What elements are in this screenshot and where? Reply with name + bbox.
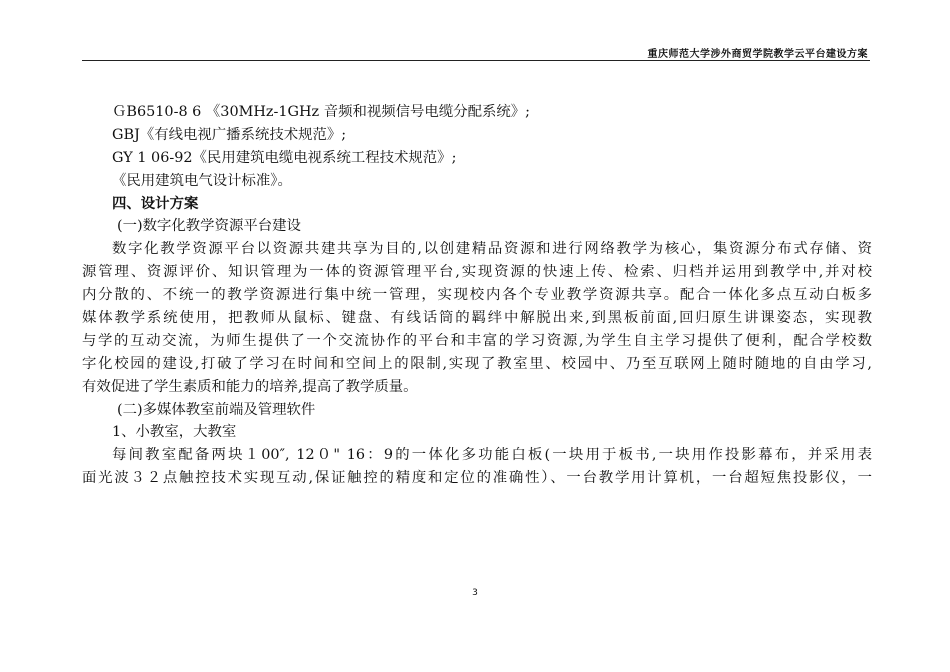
header-title: 重庆师范大学涉外商贸学院教学云平台建设方案	[647, 49, 868, 60]
paragraph-line: 有效促进了学生素质和能力的培养,提高了教学质量。	[82, 378, 418, 395]
item-heading: 1、小教室，大教室	[112, 424, 237, 441]
paragraph-line: 面光波３２点触控技术实现互动,保证触控的精度和定位的准确性）、一台教学用计算机，一台超短焦投影仪，一	[82, 470, 872, 487]
section-title: 四、设计方案	[112, 195, 199, 212]
standard-item: GBJ《有线电视广播系统技术规范》;	[112, 126, 347, 143]
paragraph-line: 字化校园的建设,打破了学习在时间和空间上的限制,实现了教室里、校园中、乃至互联网上随时随地的自由学习,	[82, 355, 872, 372]
document-body	[82, 101, 872, 490]
paragraph-line: 与学的互动交流，为师生提供了一个交流协作的平台和丰富的学习资源,为学生自主学习提供了便利，配合学校数	[82, 332, 872, 349]
standard-item: 《民用建筑电气设计标准》。	[112, 172, 292, 189]
paragraph	[82, 238, 872, 398]
subsection-title: (一)数字化教学资源平台建设	[117, 218, 301, 235]
paragraph	[82, 444, 872, 490]
paragraph-line: 内分散的、不统一的教学资源进行集中统一管理，实现校内各个专业教学资源共享。配合一体化多点互动白板多	[82, 287, 872, 304]
standard-item: ＧB6510-8 6 《30MHz-1GHz 音频和视频信号电缆分配系统》;	[112, 104, 531, 120]
paragraph-line: 媒体教学系统使用，把教师从鼠标、键盘、有线话筒的羁绊中解脱出来,到黑板前面,回归原生讲课姿态，实现教	[82, 310, 872, 327]
subsection-title: (二)多媒体教室前端及管理软件	[117, 401, 316, 418]
paragraph-line: 数字化教学资源平台以资源共建共享为目的,以创建精品资源和进行网络教学为核心，集资源分布式存储、资	[112, 241, 872, 258]
page-number: 3	[472, 588, 478, 598]
paragraph-line: 源管理、资源评价、知识管理为一体的资源管理平台,实现资源的快速上传、检索、归档并运用到教学中,并对校	[82, 264, 872, 281]
paragraph-line: 每间教室配备两块１00″, 12０" 16：9的一体化多功能白板(一块用于板书,一块用作投影幕布，并采用表	[112, 447, 872, 464]
header-divider	[82, 60, 870, 61]
standards-list	[82, 101, 872, 193]
standard-item: GY 1 06-92《民用建筑电缆电视系统工程技术规范》;	[112, 149, 457, 166]
